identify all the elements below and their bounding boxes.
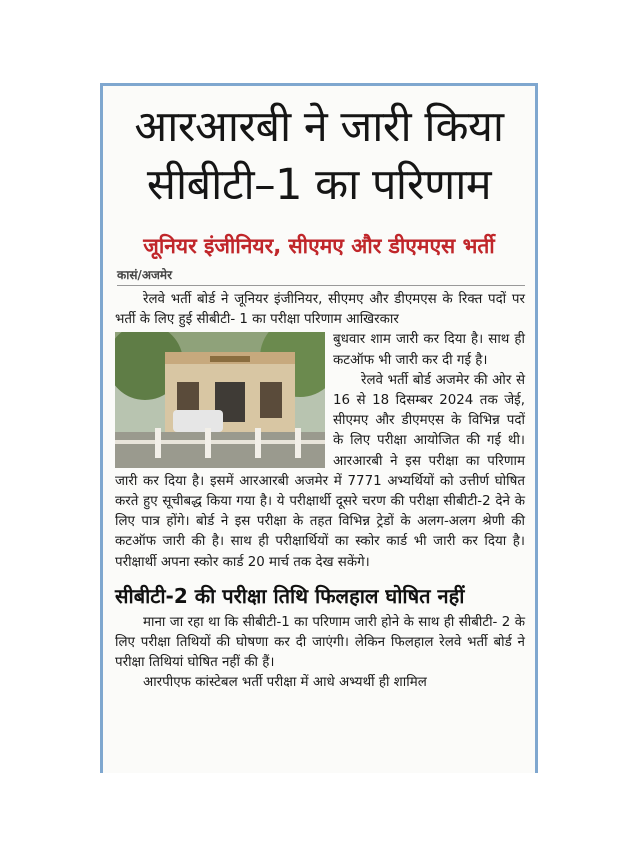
paragraph-4: आरपीएफ कांस्टेबल भर्ती परीक्षा में आधे अभ्यर्थी ही शामिल (143, 675, 427, 691)
paragraph-2: रेलवे भर्ती बोर्ड अजमेर की ओर से 16 से 18 दिसम्बर 2024 तक जेई, सीएमए और डीएमएस के विभिन्न पदों के लिए परीक्षा आयोजित की गई थी। आरआरबी ने इस परीक्षा का परिणाम जारी कर दिया है। इसमें आरआरबी अजमेर में 7771 अभ्यर्थियों को उत्तीर्ण घोषित करते हुए सूचीबद्ध किया गया है। ये परीक्षार्थी दूसरे चरण की परीक्षा सीबीटी-2 देने के लिए पात्र होंगे। बोर्ड ने इस परीक्षा के तहत विभिन्न ट्रेडों के अलग-अलग श्रेणी की कटऑफ जारी की है। साथ ही परीक्षार्थियों का स्कोर कार्ड भी जारी कर दिया है। परीक्षार्थी अपना स्कोर कार्ड 20 मार्च तक देख सकेंगे। (115, 372, 525, 570)
article-body (115, 290, 525, 573)
article-body-continued (115, 613, 525, 694)
paragraph-1-continued: बुधवार शाम जारी कर दिया है। साथ ही कटऑफ भी जारी कर दी गई है। (333, 332, 525, 368)
building-photo (115, 332, 325, 468)
headline (103, 98, 535, 214)
news-clipping (100, 83, 538, 773)
byline: कासं/अजमेर (117, 266, 525, 286)
paragraph-3: माना जा रहा था कि सीबीटी-1 का परिणाम जारी होने के साथ ही सीबीटी- 2 के लिए परीक्षा तिथियों की घोषणा कर दी जाएंगी। लेकिन फिलहाल रेलवे भर्ती बोर्ड ने परीक्षा तिथियां घोषित नहीं की हैं। (115, 614, 525, 671)
subheadline: जूनियर इंजीनियर, सीएमए और डीएमएस भर्ती (143, 234, 495, 258)
headline-line-1: आरआरबी ने जारी किया (134, 102, 504, 152)
secondary-heading: सीबीटी-2 की परीक्षा तिथि फिलहाल घोषित नहीं (115, 583, 465, 608)
headline-line-2: सीबीटी–1 का परिणाम (146, 160, 492, 210)
paragraph-1-intro: रेलवे भर्ती बोर्ड ने जूनियर इंजीनियर, सीएमए और डीएमएस के रिक्त पदों पर भर्ती के लिए हुई सीबीटी- 1 का परीक्षा परिणाम आखिरकार (115, 292, 525, 328)
